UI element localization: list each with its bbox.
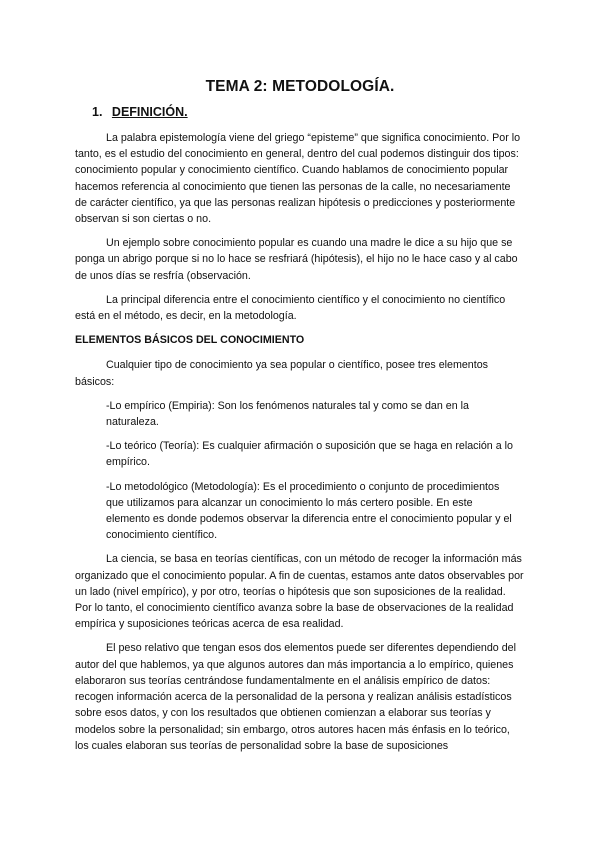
section-heading <box>92 105 188 119</box>
subheading: ELEMENTOS BÁSICOS DEL CONOCIMIENTO <box>75 334 305 347</box>
page-title: TEMA 2: METODOLOGÍA. <box>205 78 395 95</box>
list-item: -Lo metodológico (Metodología): Es el procedimiento o conjunto de procedimientos que utilizamos para alcanzar un conocimiento lo más certero posible. En este elemento es donde podemos observar la diferencia entre el conocimiento popular y el conocimiento científico. <box>106 480 512 542</box>
paragraph: La palabra epistemología viene del griego “episteme” que significa conocimiento. Por lo tanto, es el estudio del conocimiento en general, dentro del cual podemos distinguir dos tipos: conocimiento popular y conocimiento científico. Cuando hablamos de conocimiento popular hacemos referencia al conocimiento que tienen las personas de la calle, no necesariamente de carácter científico, ya que las personas realizan hipótesis o predicciones y posteriormente observan si son ciertas o no. <box>75 132 521 226</box>
document-body <box>75 130 525 762</box>
paragraph: La principal diferencia entre el conocimiento científico y el conocimiento no científico está en el método, es decir, en la metodología. <box>75 293 506 323</box>
list-item: -Lo teórico (Teoría): Es cualquier afirmación o suposición que se haga en relación a lo empírico. <box>106 440 513 469</box>
paragraph: Cualquier tipo de conocimiento ya sea popular o científico, posee tres elementos básicos: <box>75 359 489 388</box>
section-number: 1. <box>92 105 103 119</box>
section-title: DEFINICIÓN. <box>111 105 188 119</box>
paragraph: El peso relativo que tengan esos dos elementos puede ser diferentes dependiendo del autor del que hablemos, ya que algunos autores dan más importancia a lo empírico, quienes elaboraron sus teorías centrándose fundamentalmente en el análisis empírico de datos: recogen información acerca de la personalidad de la persona y realizan análisis estadísticos sobre esos datos, y con los resultados que obtienen comienzan a elaborar sus teorías y modelos sobre la personalidad; sin embargo, otros autores hacen más énfasis en lo teórico, los cuales elaboran sus teorías de personalidad sobre la base de suposiciones <box>75 642 516 752</box>
paragraph: Un ejemplo sobre conocimiento popular es cuando una madre le dice a su hijo que se ponga un abrigo porque si no lo hace se resfriará (hipótesis), el hijo no le hace caso y al cabo de unos días se resfría (observación. <box>75 237 518 282</box>
list-item: -Lo empírico (Empiria): Son los fenómenos naturales tal y como se dan en la naturaleza. <box>106 399 469 429</box>
paragraph: La ciencia, se basa en teorías científicas, con un método de recoger la información más organizado que el conocimiento popular. A fin de cuentas, estamos ante datos observables por un lado (nivel empírico), y por otro, teorías o hipótesis que son suposiciones de la realidad. Por lo tanto, el conocimiento científico avanza sobre la base de observaciones de la realidad empírica y suposiciones teóricas acerca de esa realidad. <box>75 553 524 631</box>
